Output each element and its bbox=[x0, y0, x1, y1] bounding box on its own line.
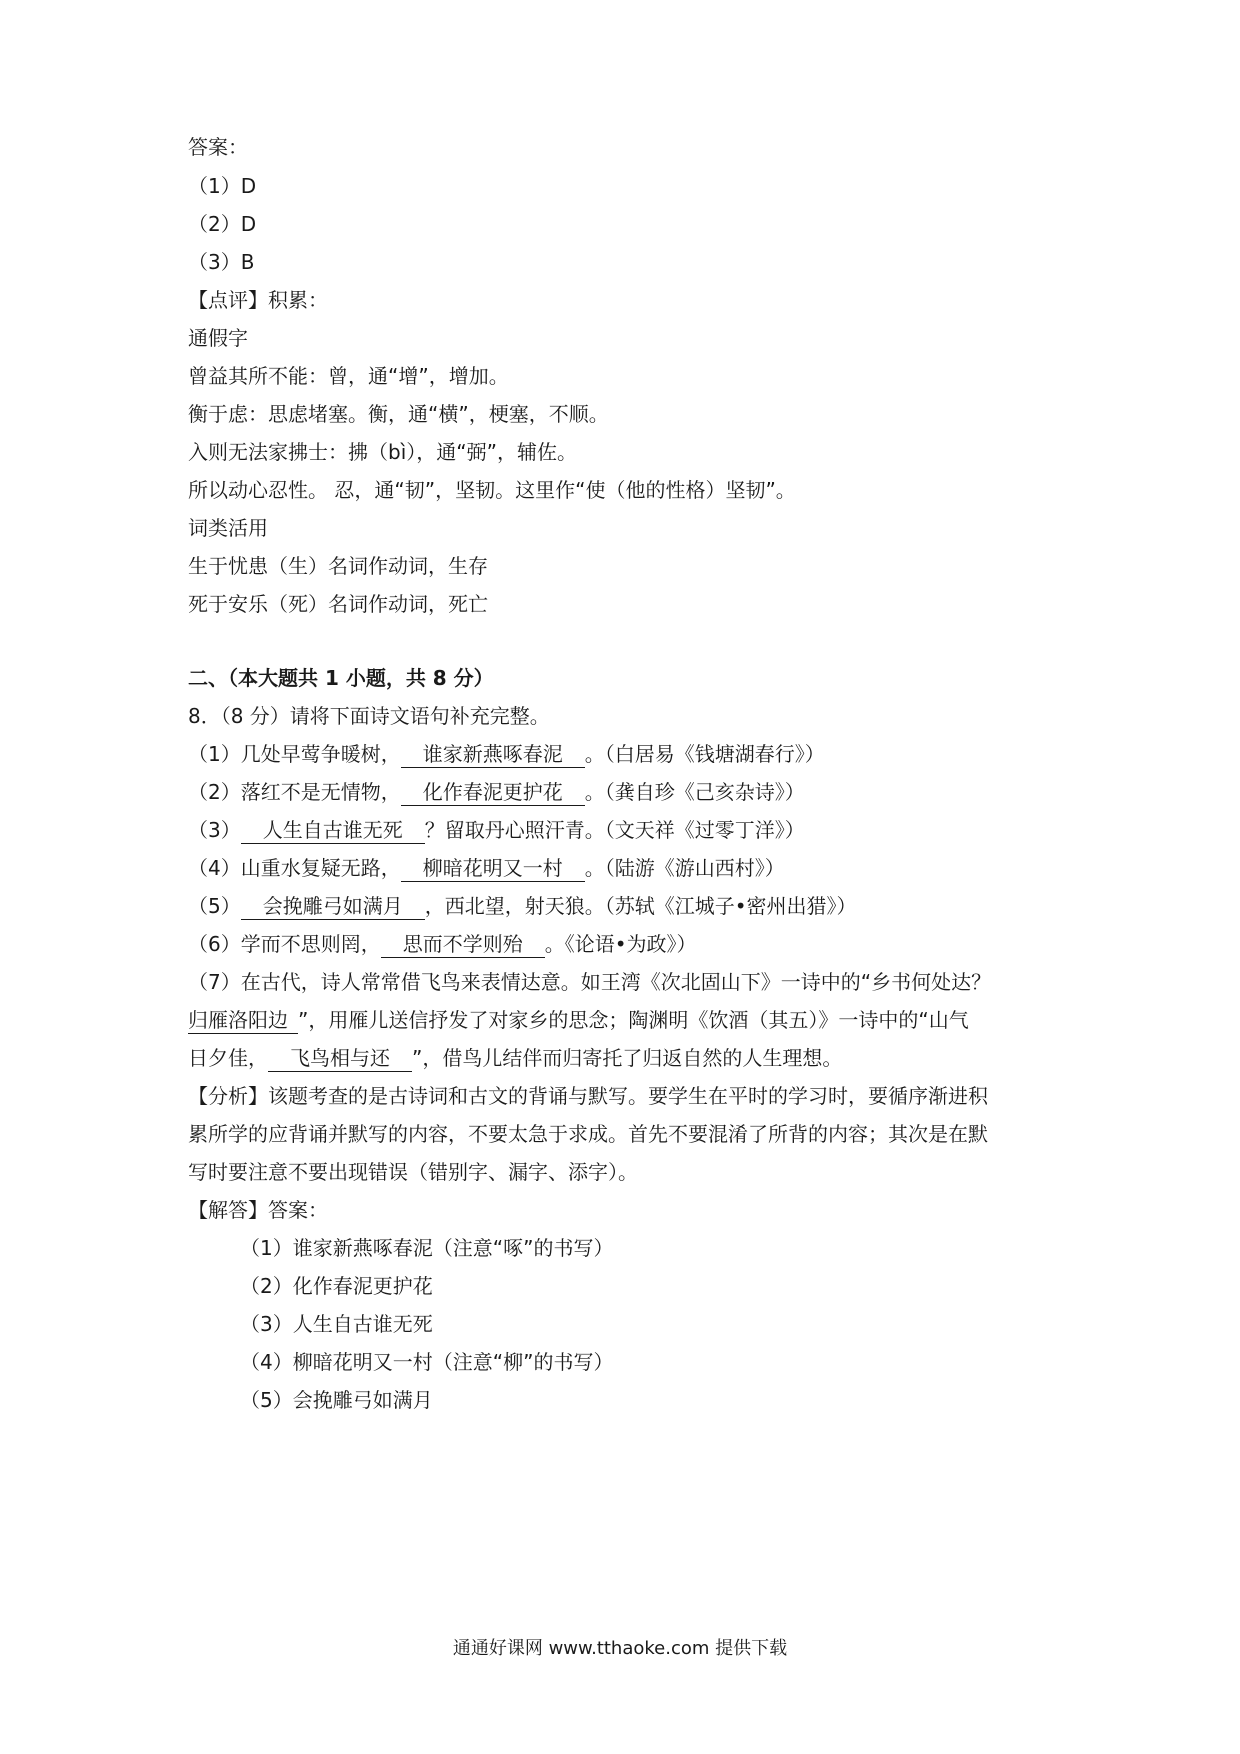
comment-title: 【点评】积累： bbox=[188, 288, 328, 312]
item-post: ”，借鸟儿结伴而归寄托了归返自然的人生理想。 bbox=[412, 1046, 843, 1070]
answer-blank: 思而不学则殆 bbox=[381, 931, 545, 958]
analysis-line: 累所学的应背诵并默写的内容，不要太急于求成。首先不要混淆了所背的内容；其次是在默 bbox=[188, 1122, 988, 1146]
item-post: 。（龚自珍《己亥杂诗》） bbox=[584, 780, 805, 804]
answer-item: （1）D bbox=[188, 174, 257, 198]
answer-blank: 会挽雕弓如满月 bbox=[241, 893, 425, 920]
item-post: ？留取丹心照汗青。（文天祥《过零丁洋》） bbox=[424, 818, 805, 842]
question-item-3 bbox=[188, 816, 805, 844]
item-post: 。《论语•为政》） bbox=[544, 932, 697, 956]
question-item-7-line3 bbox=[188, 1044, 842, 1072]
tongjia-heading: 通假字 bbox=[188, 326, 248, 350]
item-pre: （1）几处早莺争暖树， bbox=[188, 742, 401, 766]
question-item-4 bbox=[188, 854, 785, 882]
answer-blank: 谁家新燕啄春泥 bbox=[401, 741, 585, 768]
answers-label: 答案： bbox=[188, 135, 248, 159]
answer-blank: 人生自古谁无死 bbox=[241, 817, 425, 844]
analysis-line: 写时要注意不要出现错误（错别字、漏字、添字）。 bbox=[188, 1160, 638, 1184]
item-post: 。（白居易《钱塘湖春行》） bbox=[584, 742, 825, 766]
item-pre: （2）落红不是无情物， bbox=[188, 780, 401, 804]
item-pre: （3） bbox=[188, 818, 241, 842]
tongjia-line: 入则无法家拂士：拂（bì），通“弼”，辅佐。 bbox=[188, 440, 577, 464]
question-stem: 8．（8 分）请将下面诗文语句补充完整。 bbox=[188, 704, 550, 728]
item-post: 。（陆游《游山西村》） bbox=[584, 856, 785, 880]
question-item-6 bbox=[188, 930, 697, 958]
cilei-heading: 词类活用 bbox=[188, 516, 268, 540]
section-heading: 二、（本大题共 1 小题，共 8 分） bbox=[188, 666, 494, 690]
answer-item: （3）B bbox=[188, 250, 255, 274]
answer-item: （2）D bbox=[188, 212, 257, 236]
solution-label: 【解答】答案： bbox=[188, 1198, 328, 1222]
tongjia-line: 曾益其所不能：曾，通“增”，增加。 bbox=[188, 364, 509, 388]
question-item-7-line2 bbox=[188, 1006, 969, 1034]
solution-item: （5）会挽雕弓如满月 bbox=[240, 1388, 433, 1412]
item-pre: （4）山重水复疑无路， bbox=[188, 856, 401, 880]
solution-item: （2）化作春泥更护花 bbox=[240, 1274, 433, 1298]
answer-blank: 归雁洛阳边 bbox=[188, 1007, 298, 1034]
question-item-2 bbox=[188, 778, 805, 806]
item-pre: 日夕佳， bbox=[188, 1046, 268, 1070]
question-item-1 bbox=[188, 740, 825, 768]
tongjia-line: 所以动心忍性。 忍，通“韧”，坚韧。这里作“使（他的性格）坚韧”。 bbox=[188, 478, 796, 502]
analysis-line: 【分析】该题考查的是古诗词和古文的背诵与默写。要学生在平时的学习时，要循序渐进积 bbox=[188, 1084, 988, 1108]
answer-blank: 飞鸟相与还 bbox=[268, 1045, 412, 1072]
item-post: ，西北望，射天狼。（苏轼《江城子•密州出猎》） bbox=[424, 894, 857, 918]
cilei-line: 死于安乐（死）名词作动词，死亡 bbox=[188, 592, 488, 616]
item-pre: （6）学而不思则罔， bbox=[188, 932, 381, 956]
solution-item: （1）谁家新燕啄春泥（注意“啄”的书写） bbox=[240, 1236, 614, 1260]
question-item-5 bbox=[188, 892, 857, 920]
answer-blank: 化作春泥更护花 bbox=[401, 779, 585, 806]
item-post: ”，用雁儿送信抒发了对家乡的思念；陶渊明《饮酒（其五）》一诗中的“山气 bbox=[298, 1008, 969, 1032]
solution-item: （4）柳暗花明又一村（注意“柳”的书写） bbox=[240, 1350, 614, 1374]
item-pre: （5） bbox=[188, 894, 241, 918]
cilei-line: 生于忧患（生）名词作动词，生存 bbox=[188, 554, 488, 578]
tongjia-line: 衡于虑：思虑堵塞。衡，通“横”，梗塞，不顺。 bbox=[188, 402, 609, 426]
solution-item: （3）人生自古谁无死 bbox=[240, 1312, 433, 1336]
page-footer: 通通好课网 www.tthaoke.com 提供下载 bbox=[452, 1638, 788, 1659]
question-item-7-line1: （7）在古代，诗人常常借飞鸟来表情达意。如王湾《次北固山下》一诗中的“乡书何处达？ bbox=[188, 970, 992, 994]
answer-blank: 柳暗花明又一村 bbox=[401, 855, 585, 882]
